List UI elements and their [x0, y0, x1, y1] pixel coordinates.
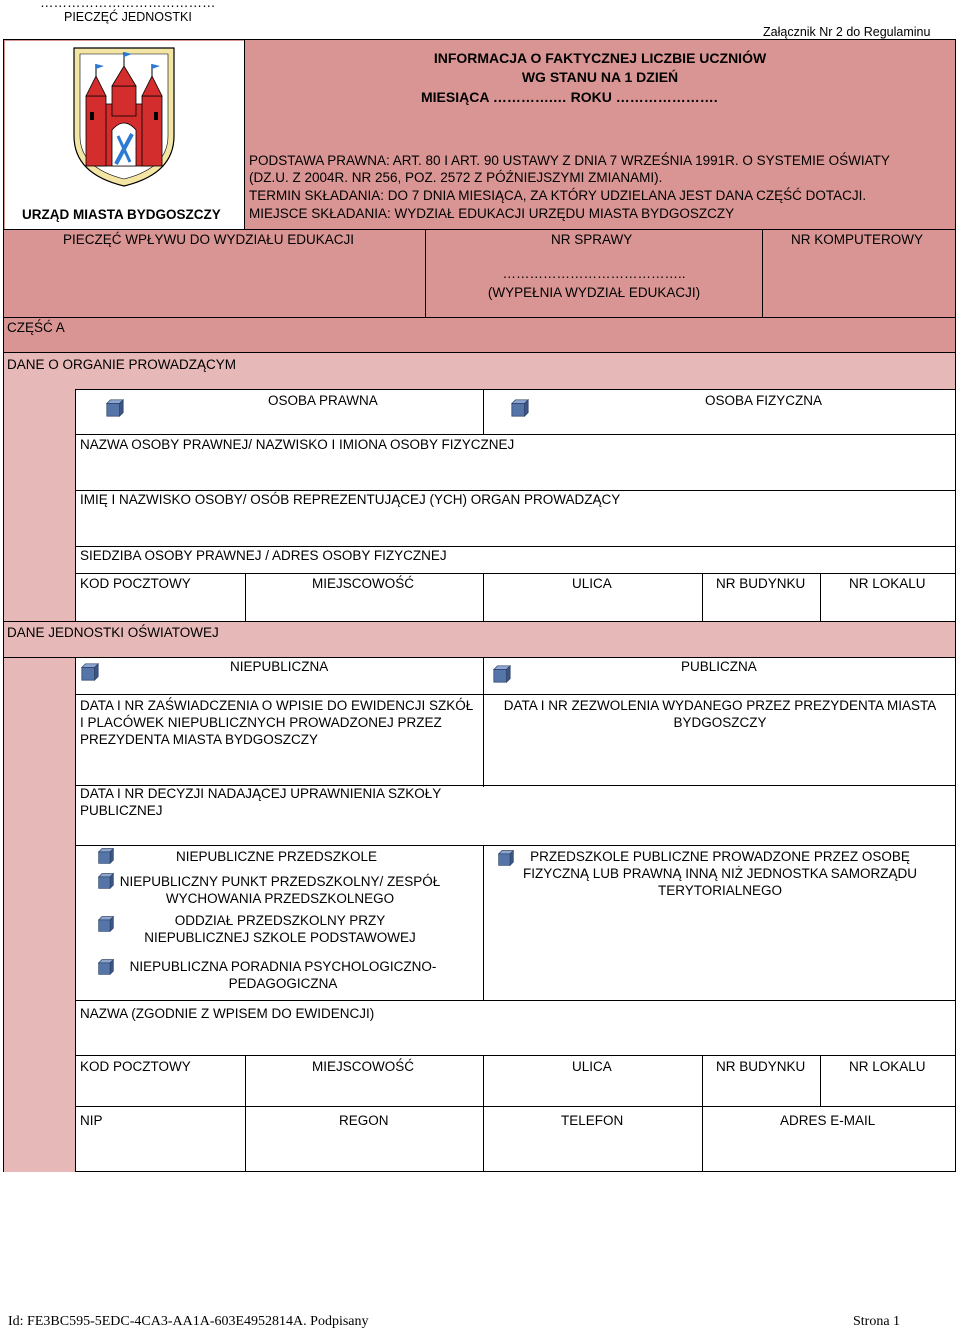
submission-place: MIEJSCE SKŁADANIA: WYDZIAŁ EDUKACJI URZĘDU MIASTA BYDGOSZCZY [249, 206, 735, 221]
counselling-center-checkbox[interactable] [97, 958, 115, 976]
public-permit-field[interactable]: DATA I NR ZEZWOLENIA WYDANEGO PRZEZ PREZYDENTA MIASTA BYDGOSZCZY [503, 698, 937, 730]
case-number-label: NR SPRAWY [551, 232, 633, 247]
email-field[interactable]: ADRES E-MAIL [780, 1113, 876, 1128]
public-preschool-label: PRZEDSZKOLE PUBLICZNE PROWADZONE PRZEZ OSOBĘ FIZYCZNĄ LUB PRAWNĄ INNĄ NIŻ JEDNOSTKA SAMORZĄDU TERYTORIALNEGO [522, 849, 918, 898]
school-section-title: DANE JEDNOSTKI OŚWIATOWEJ [7, 625, 219, 640]
unit-unit-field[interactable]: NR LOKALU [849, 1059, 926, 1074]
part-a-band [3, 317, 956, 354]
legal-basis-cont: (DZ.U. Z 2004R. NR 256, POZ. 2572 Z PÓŹNIEJSZYMI ZMIANAMI). [249, 170, 663, 185]
part-a-title: CZĘŚĆ A [7, 320, 65, 335]
authority-unit-field[interactable]: NR LOKALU [849, 576, 926, 591]
unit-postal-field[interactable]: KOD POCZTOWY [80, 1059, 191, 1074]
authority-postal-field[interactable]: KOD POCZTOWY [80, 576, 191, 591]
stamp-dots: ………………………………… [40, 0, 216, 10]
nonpublic-label: NIEPUBLICZNA [230, 659, 329, 674]
authority-street-field[interactable]: ULICA [572, 576, 612, 591]
registry-certificate-field[interactable]: DATA I NR ZAŚWIADCZENIA O WPISIE DO EWIDENCJI SZKÓŁ I PLACÓWEK NIEPUBLICZNYCH PROWADZONEJ PRZEZ PREZYDENTA MIASTA BYDGOSZCZY [80, 698, 474, 747]
nonpublic-preschool-label: NIEPUBLICZNE PRZEDSZKOLE [176, 849, 378, 864]
title-line1: INFORMACJA O FAKTYCZNEJ LICZBIE UCZNIÓW [433, 50, 767, 66]
regon-field[interactable]: REGON [339, 1113, 389, 1128]
seat-address-label: SIEDZIBA OSOBY PRAWNEJ / ADRES OSOBY FIZYCZNEJ [80, 548, 447, 563]
unit-city-field[interactable]: MIEJSCOWOŚĆ [312, 1059, 415, 1074]
stamp-label: PIECZĘĆ JEDNOSTKI [64, 10, 192, 24]
legal-basis: PODSTAWA PRAWNA: ART. 80 I ART. 90 USTAWY Z DNIA 7 WRZEŚNIA 1991R. O SYSTEMIE OŚWIATY [249, 153, 890, 168]
natural-person-label: OSOBA FIZYCZNA [705, 393, 823, 408]
unit-building-field[interactable]: NR BUDYNKU [716, 1059, 806, 1074]
public-rights-decision-field[interactable]: DATA I NR DECYZJI NADAJĄCEJ UPRAWNIENIA SZKOŁY PUBLICZNEJ [80, 786, 442, 818]
nip-field[interactable]: NIP [80, 1113, 103, 1128]
authority-name-field[interactable]: NAZWA OSOBY PRAWNEJ/ NAZWISKO I IMIONA OSOBY FIZYCZNEJ [80, 437, 515, 452]
preschool-division-label: ODDZIAŁ PRZEDSZKOLNY PRZY NIEPUBLICZNEJ SZKOLE PODSTAWOWEJ [144, 913, 416, 945]
unit-name-field[interactable]: NAZWA (ZGODNIE Z WPISEM DO EWIDENCJI) [80, 1006, 375, 1021]
title-line3: MIESIĄCA ………….… ROKU …………………. [421, 89, 718, 105]
office-label: URZĄD MIASTA BYDGOSZCZY [22, 207, 221, 222]
legal-person-checkbox[interactable] [105, 398, 125, 418]
public-label: PUBLICZNA [681, 659, 757, 674]
unit-street-field[interactable]: ULICA [572, 1059, 612, 1074]
computer-number-label: NR KOMPUTEROWY [791, 232, 924, 247]
title-line2: WG STANU NA 1 DZIEŃ [521, 69, 679, 85]
public-checkbox[interactable] [492, 664, 512, 684]
case-dots: ………………………………….. [502, 266, 686, 281]
authority-city-field[interactable]: MIEJSCOWOŚĆ [312, 576, 415, 591]
nonpublic-checkbox[interactable] [80, 662, 100, 682]
bydgoszcz-coat-of-arms-icon [72, 46, 176, 188]
deadline-text: TERMIN SKŁADANIA: DO 7 DNIA MIESIĄCA, ZA KTÓRY UDZIELANA JEST DANA CZĘŚĆ DOTACJI. [249, 188, 867, 203]
case-fill-note: (WYPEŁNIA WYDZIAŁ EDUKACJI) [487, 285, 701, 300]
authority-building-field[interactable]: NR BUDYNKU [716, 576, 806, 591]
representative-field[interactable]: IMIĘ I NAZWISKO OSOBY/ OSÓB REPREZENTUJĄCEJ (YCH) ORGAN PROWADZĄCY [80, 492, 621, 507]
nonpublic-preschool-checkbox[interactable] [97, 847, 115, 865]
document-id: Id: FE3BC595-5EDC-4CA3-AA1A-603E4952814A. Podpisany [8, 1314, 369, 1329]
nonpublic-preschool-point-label: NIEPUBLICZNY PUNKT PRZEDSZKOLNY/ ZESPÓŁ WYCHOWANIA PRZEDSZKOLNEGO [119, 874, 441, 906]
preschool-division-checkbox[interactable] [97, 915, 115, 933]
counselling-center-label: NIEPUBLICZNA PORADNIA PSYCHOLOGICZNO-PEDAGOGICZNA [129, 959, 437, 991]
intake-stamp-label: PIECZĘĆ WPŁYWU DO WYDZIAŁU EDUKACJI [63, 232, 355, 247]
authority-section-title: DANE O ORGANIE PROWADZĄCYM [7, 357, 237, 372]
phone-field[interactable]: TELEFON [561, 1113, 624, 1128]
form-left-margin [3, 389, 76, 1172]
legal-person-label: OSOBA PRAWNA [268, 393, 378, 408]
page-number: Strona 1 [853, 1314, 901, 1329]
attachment-label: Załącznik Nr 2 do Regulaminu [763, 25, 931, 39]
natural-person-checkbox[interactable] [510, 398, 530, 418]
